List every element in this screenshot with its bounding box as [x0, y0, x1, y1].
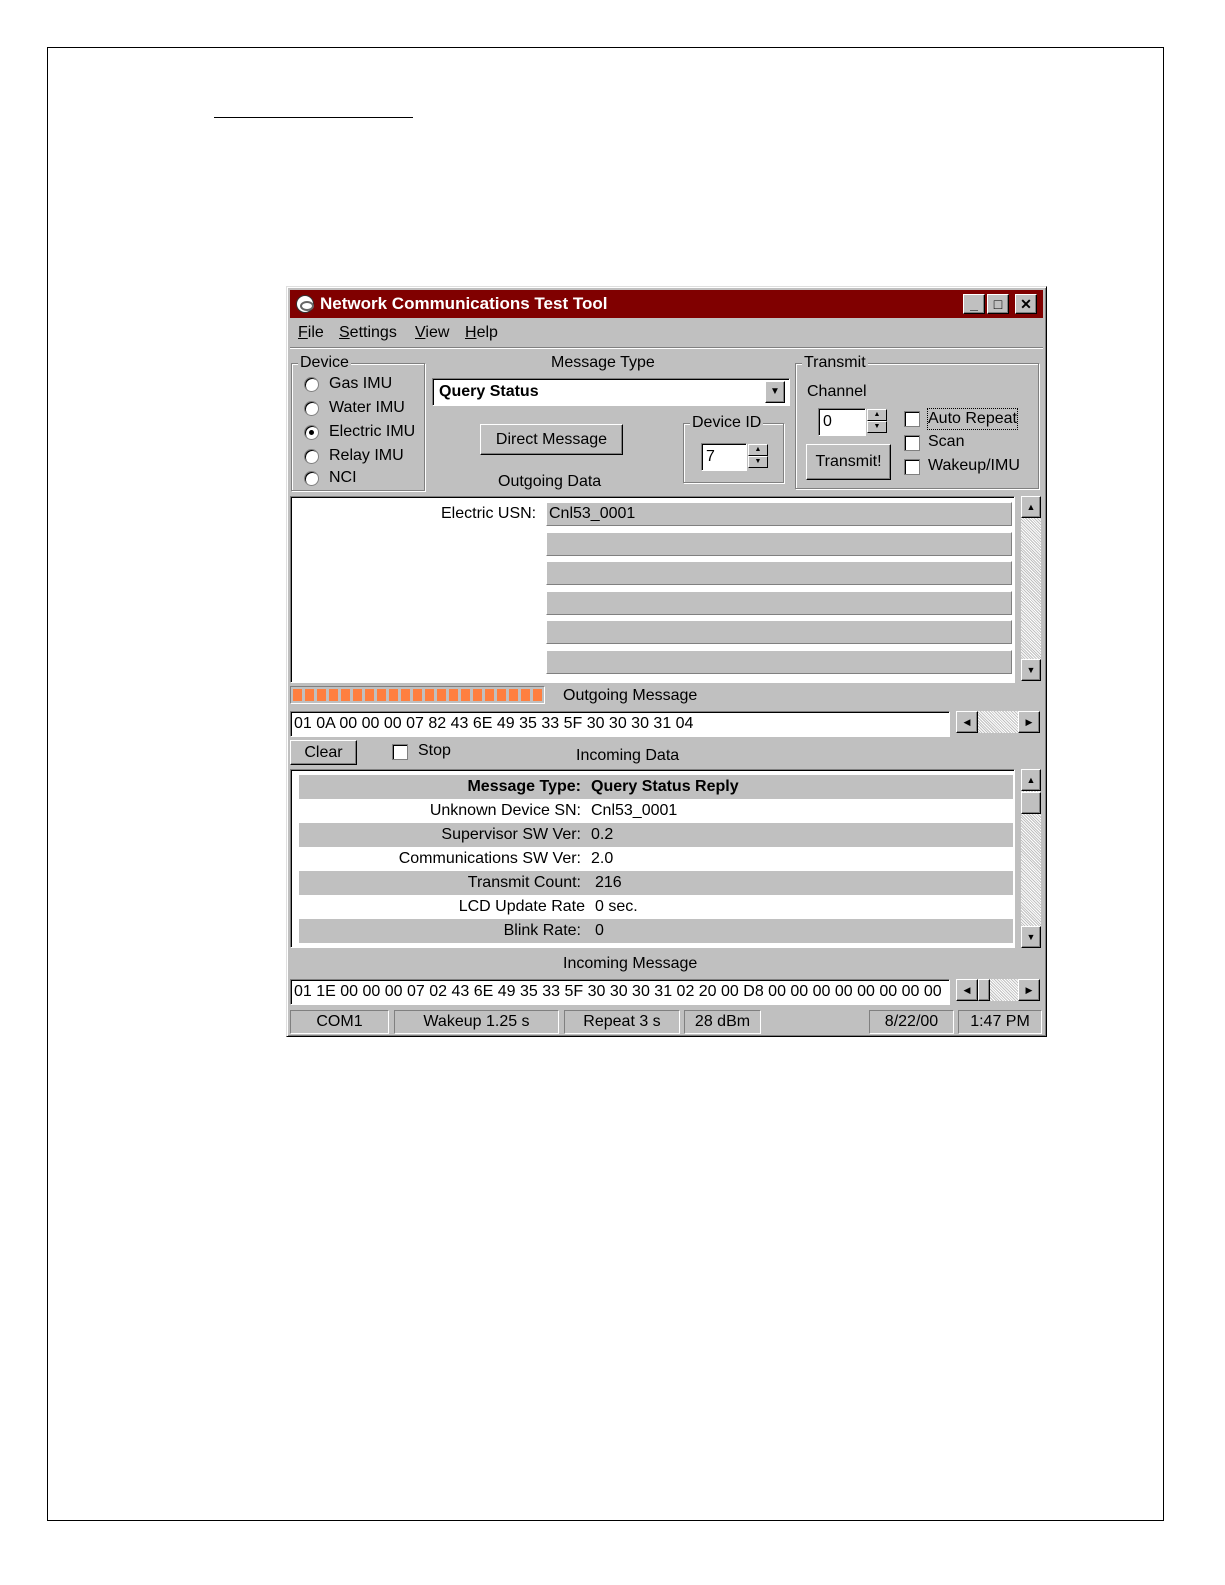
device-id-value: 7 — [706, 448, 715, 465]
scan-label: Scan — [928, 433, 965, 450]
device-id-group — [683, 414, 784, 483]
device-id-spinner[interactable] — [748, 444, 768, 468]
incoming-key: Unknown Device SN: — [429, 802, 581, 819]
scroll-left-icon[interactable]: ◀ — [956, 979, 978, 1001]
radio-gas-imu[interactable] — [304, 377, 319, 392]
wakeup-imu-label: Wakeup/IMU — [928, 457, 1020, 474]
incoming-value: 0 sec. — [595, 898, 638, 915]
channel-spinner[interactable] — [867, 409, 887, 433]
device-group — [291, 354, 425, 491]
incoming-row — [299, 895, 1013, 919]
incoming-message-value: 01 1E 00 00 00 07 02 43 6E 49 35 33 5F 30 30 30 31 02 20 00 D8 00 00 00 00 00 00 00 00 — [294, 983, 942, 1000]
outgoing-field[interactable] — [546, 532, 1012, 556]
channel-value: 0 — [823, 413, 832, 430]
scroll-right-icon[interactable]: ▶ — [1018, 711, 1040, 733]
spin-down-icon[interactable]: ▼ — [867, 421, 887, 433]
incoming-value: 0.2 — [591, 826, 614, 843]
radio-nci-label: NCI — [329, 469, 357, 486]
transmit-progress-bar — [290, 686, 545, 704]
incoming-value: 2.0 — [591, 850, 614, 867]
incoming-key: Message Type: — [467, 778, 581, 795]
chevron-down-icon[interactable]: ▼ — [765, 381, 785, 403]
electric-usn-label: Electric USN: — [441, 505, 537, 522]
incoming-data-panel — [290, 769, 1015, 948]
status-date: 8/22/00 — [869, 1010, 954, 1034]
radio-electric-imu-label: Electric IMU — [329, 423, 416, 440]
wakeup-imu-checkbox[interactable] — [904, 459, 920, 475]
scroll-thumb[interactable] — [1021, 792, 1041, 814]
menu-view[interactable]: View — [415, 324, 450, 341]
incoming-value: Query Status Reply — [591, 778, 739, 795]
radio-relay-imu[interactable] — [304, 449, 319, 464]
incoming-key: Communications SW Ver: — [398, 850, 581, 867]
incoming-row — [299, 799, 1013, 823]
heading-rule — [214, 117, 413, 118]
title-bar[interactable] — [290, 290, 1043, 318]
scroll-up-icon[interactable]: ▲ — [1021, 769, 1041, 791]
incoming-scrollbar[interactable] — [1021, 769, 1041, 948]
outgoing-field[interactable] — [546, 620, 1012, 644]
progress-fill — [293, 689, 542, 701]
scroll-left-icon[interactable]: ◀ — [956, 711, 978, 733]
incoming-data-label: Incoming Data — [576, 747, 680, 764]
stop-label: Stop — [418, 742, 451, 759]
device-id-label: Device ID — [692, 414, 762, 431]
spin-up-icon[interactable]: ▲ — [867, 409, 887, 421]
outgoing-message-field[interactable] — [290, 711, 950, 737]
incoming-row — [299, 871, 1013, 895]
incoming-message-label: Incoming Message — [563, 955, 698, 972]
outgoing-data-label: Outgoing Data — [498, 473, 602, 490]
outgoing-field[interactable]: Cnl53_0001 — [546, 502, 1012, 526]
message-type-select[interactable] — [432, 378, 790, 406]
status-repeat: Repeat 3 s — [564, 1010, 680, 1034]
radio-water-imu[interactable] — [304, 401, 319, 416]
incoming-key: Supervisor SW Ver: — [441, 826, 581, 843]
maximize-button[interactable]: □ — [987, 294, 1009, 314]
outgoing-scrollbar[interactable] — [1021, 496, 1041, 681]
menu-bar — [290, 320, 1043, 346]
window-title: Network Communications Test Tool — [320, 294, 608, 313]
incoming-value: 0 — [595, 922, 604, 939]
outgoing-data-panel — [290, 496, 1015, 683]
outgoing-field[interactable] — [546, 650, 1012, 674]
outgoing-message-label: Outgoing Message — [563, 687, 698, 704]
status-wakeup: Wakeup 1.25 s — [394, 1010, 559, 1034]
outgoing-message-scrollbar[interactable] — [956, 711, 1040, 733]
app-icon — [296, 295, 314, 313]
transmit-group-label: Transmit — [804, 354, 866, 371]
close-button[interactable]: ✕ — [1015, 294, 1037, 314]
incoming-message-scrollbar[interactable] — [956, 979, 1040, 1001]
incoming-row — [299, 823, 1013, 847]
radio-nci[interactable] — [304, 471, 319, 486]
incoming-row — [299, 847, 1013, 871]
spin-down-icon[interactable]: ▼ — [748, 456, 768, 468]
clear-button[interactable]: Clear — [290, 740, 357, 765]
menu-separator — [290, 347, 1043, 349]
scroll-down-icon[interactable]: ▼ — [1021, 659, 1041, 681]
status-port: COM1 — [290, 1010, 389, 1034]
incoming-key: LCD Update Rate — [458, 898, 585, 915]
incoming-value: 216 — [595, 874, 622, 891]
incoming-row-message-type — [299, 775, 1013, 799]
channel-label: Channel — [807, 383, 867, 400]
incoming-key: Transmit Count: — [467, 874, 581, 891]
scroll-down-icon[interactable]: ▼ — [1021, 926, 1041, 948]
incoming-key: Blink Rate: — [503, 922, 581, 939]
menu-settings[interactable]: Settings — [339, 324, 397, 341]
device-id-input[interactable] — [701, 443, 747, 471]
outgoing-field[interactable] — [546, 591, 1012, 615]
app-window — [286, 286, 1047, 1037]
scroll-up-icon[interactable]: ▲ — [1021, 496, 1041, 518]
status-power: 28 dBm — [684, 1010, 761, 1034]
incoming-row — [299, 919, 1013, 943]
radio-electric-imu[interactable] — [304, 425, 319, 440]
message-type-value: Query Status — [439, 383, 539, 400]
radio-gas-imu-label: Gas IMU — [329, 375, 393, 392]
incoming-message-field[interactable] — [290, 979, 950, 1005]
radio-water-imu-label: Water IMU — [329, 399, 405, 416]
radio-relay-imu-label: Relay IMU — [329, 447, 404, 464]
transmit-button[interactable]: Transmit! — [806, 444, 891, 480]
channel-input[interactable] — [818, 408, 866, 436]
minimize-button[interactable]: _ — [963, 294, 985, 314]
status-time: 1:47 PM — [958, 1010, 1042, 1034]
menu-help[interactable]: Help — [465, 324, 498, 341]
outgoing-field[interactable] — [546, 561, 1012, 585]
scan-checkbox[interactable] — [904, 435, 920, 451]
menu-file[interactable]: File — [298, 324, 324, 341]
transmit-group — [795, 354, 1039, 489]
scroll-right-icon[interactable]: ▶ — [1018, 979, 1040, 1001]
scroll-thumb[interactable] — [978, 979, 990, 1001]
stop-checkbox[interactable] — [392, 744, 408, 760]
message-type-label: Message Type — [551, 354, 655, 371]
outgoing-message-value: 01 0A 00 00 00 07 82 43 6E 49 35 33 5F 30 30 30 31 04 — [294, 715, 694, 732]
auto-repeat-checkbox[interactable] — [904, 411, 920, 427]
spin-up-icon[interactable]: ▲ — [748, 444, 768, 456]
device-group-label: Device — [300, 354, 349, 371]
direct-message-button[interactable]: Direct Message — [480, 424, 623, 455]
incoming-value: Cnl53_0001 — [591, 802, 678, 819]
auto-repeat-label: Auto Repeat — [928, 410, 1017, 427]
